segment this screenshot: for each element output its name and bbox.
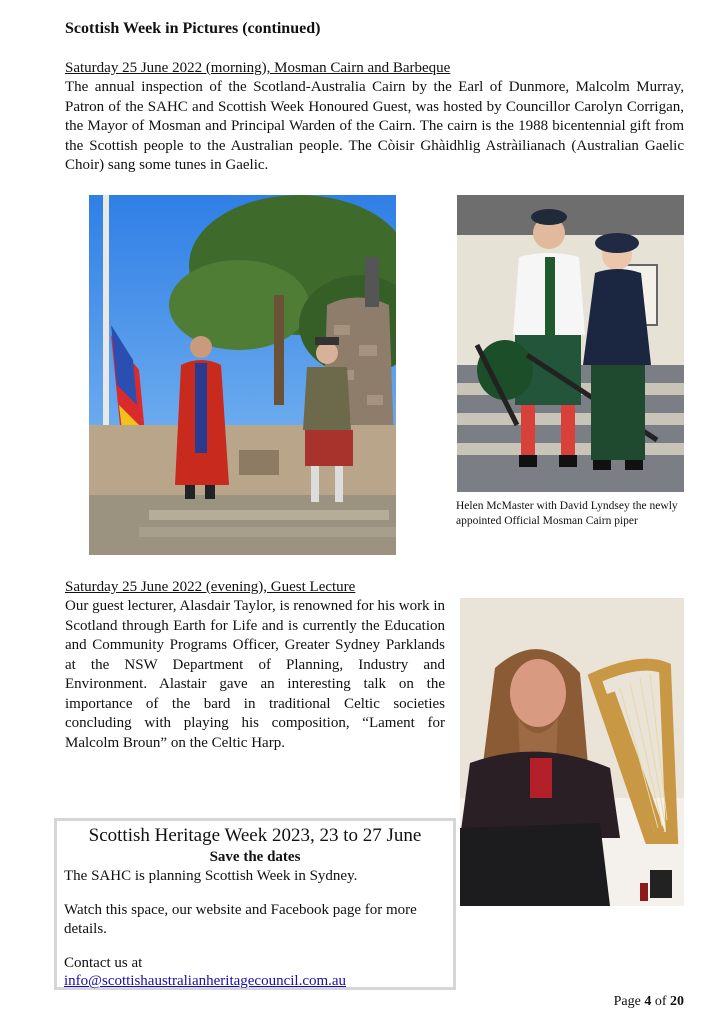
page-total: 20 — [670, 994, 684, 1009]
notice-title: Scottish Heritage Week 2023, 23 to 27 June — [88, 825, 422, 846]
piper-photo-caption: Helen McMaster with David Lyndsey the newly appointed Official Mosman Cairn piper — [456, 500, 678, 527]
piper-photo — [457, 195, 684, 492]
page-number — [614, 994, 684, 1010]
harpist-photo — [460, 598, 684, 906]
evening-paragraph: Our guest lecturer, Alasdair Taylor, is renowned for his work in Scotland through Earth for Life and is currently the Education and Community Programs Officer, Greater Sydney Parklands at the NSW Department of Planning, Industry and Environment. Alastair gave an interesting talk on the importance of the bard in traditional Celtic societies concluding with playing his composition, “Lament for Malcolm Broun” on the Celtic Harp. — [65, 598, 445, 751]
page-prefix: Page — [613, 994, 645, 1009]
page-heading: Scottish Week in Pictures (continued) — [65, 20, 321, 37]
notice-line-watch: Watch this space, our website and Facebook page for more details. — [64, 902, 417, 937]
contact-email-link[interactable]: info@scottishaustralianheritagecouncil.com.au — [64, 973, 347, 989]
morning-subheading: Saturday 25 June 2022 (morning), Mosman Cairn and Barbeque — [65, 60, 451, 76]
page-current: 4 — [644, 994, 652, 1009]
save-the-dates-box — [54, 818, 456, 990]
cairn-ceremony-photo — [89, 195, 396, 555]
notice-subtitle: Save the dates — [209, 849, 301, 865]
page-of: of — [651, 994, 670, 1009]
morning-paragraph: The annual inspection of the Scotland-Australia Cairn by the Earl of Dunmore, Malcolm Murray, Patron of the SAHC and Scottish Week Honoured Guest, was hosted by Councillor Carolyn Corrigan, the Mayor of Mosman and Principal Warden of the Cairn. The cairn is the 1988 bicentennial gift from the Scottish people to the Australian people. The Còisir Ghàidhlig Astràilianach (Australian Gaelic Choir) sang some tunes in Gaelic. — [65, 79, 684, 173]
evening-subheading: Saturday 25 June 2022 (evening), Guest Lecture — [65, 579, 356, 595]
notice-line-contact: Contact us at — [64, 955, 143, 971]
notice-line-planning: The SAHC is planning Scottish Week in Sydney. — [64, 868, 358, 884]
